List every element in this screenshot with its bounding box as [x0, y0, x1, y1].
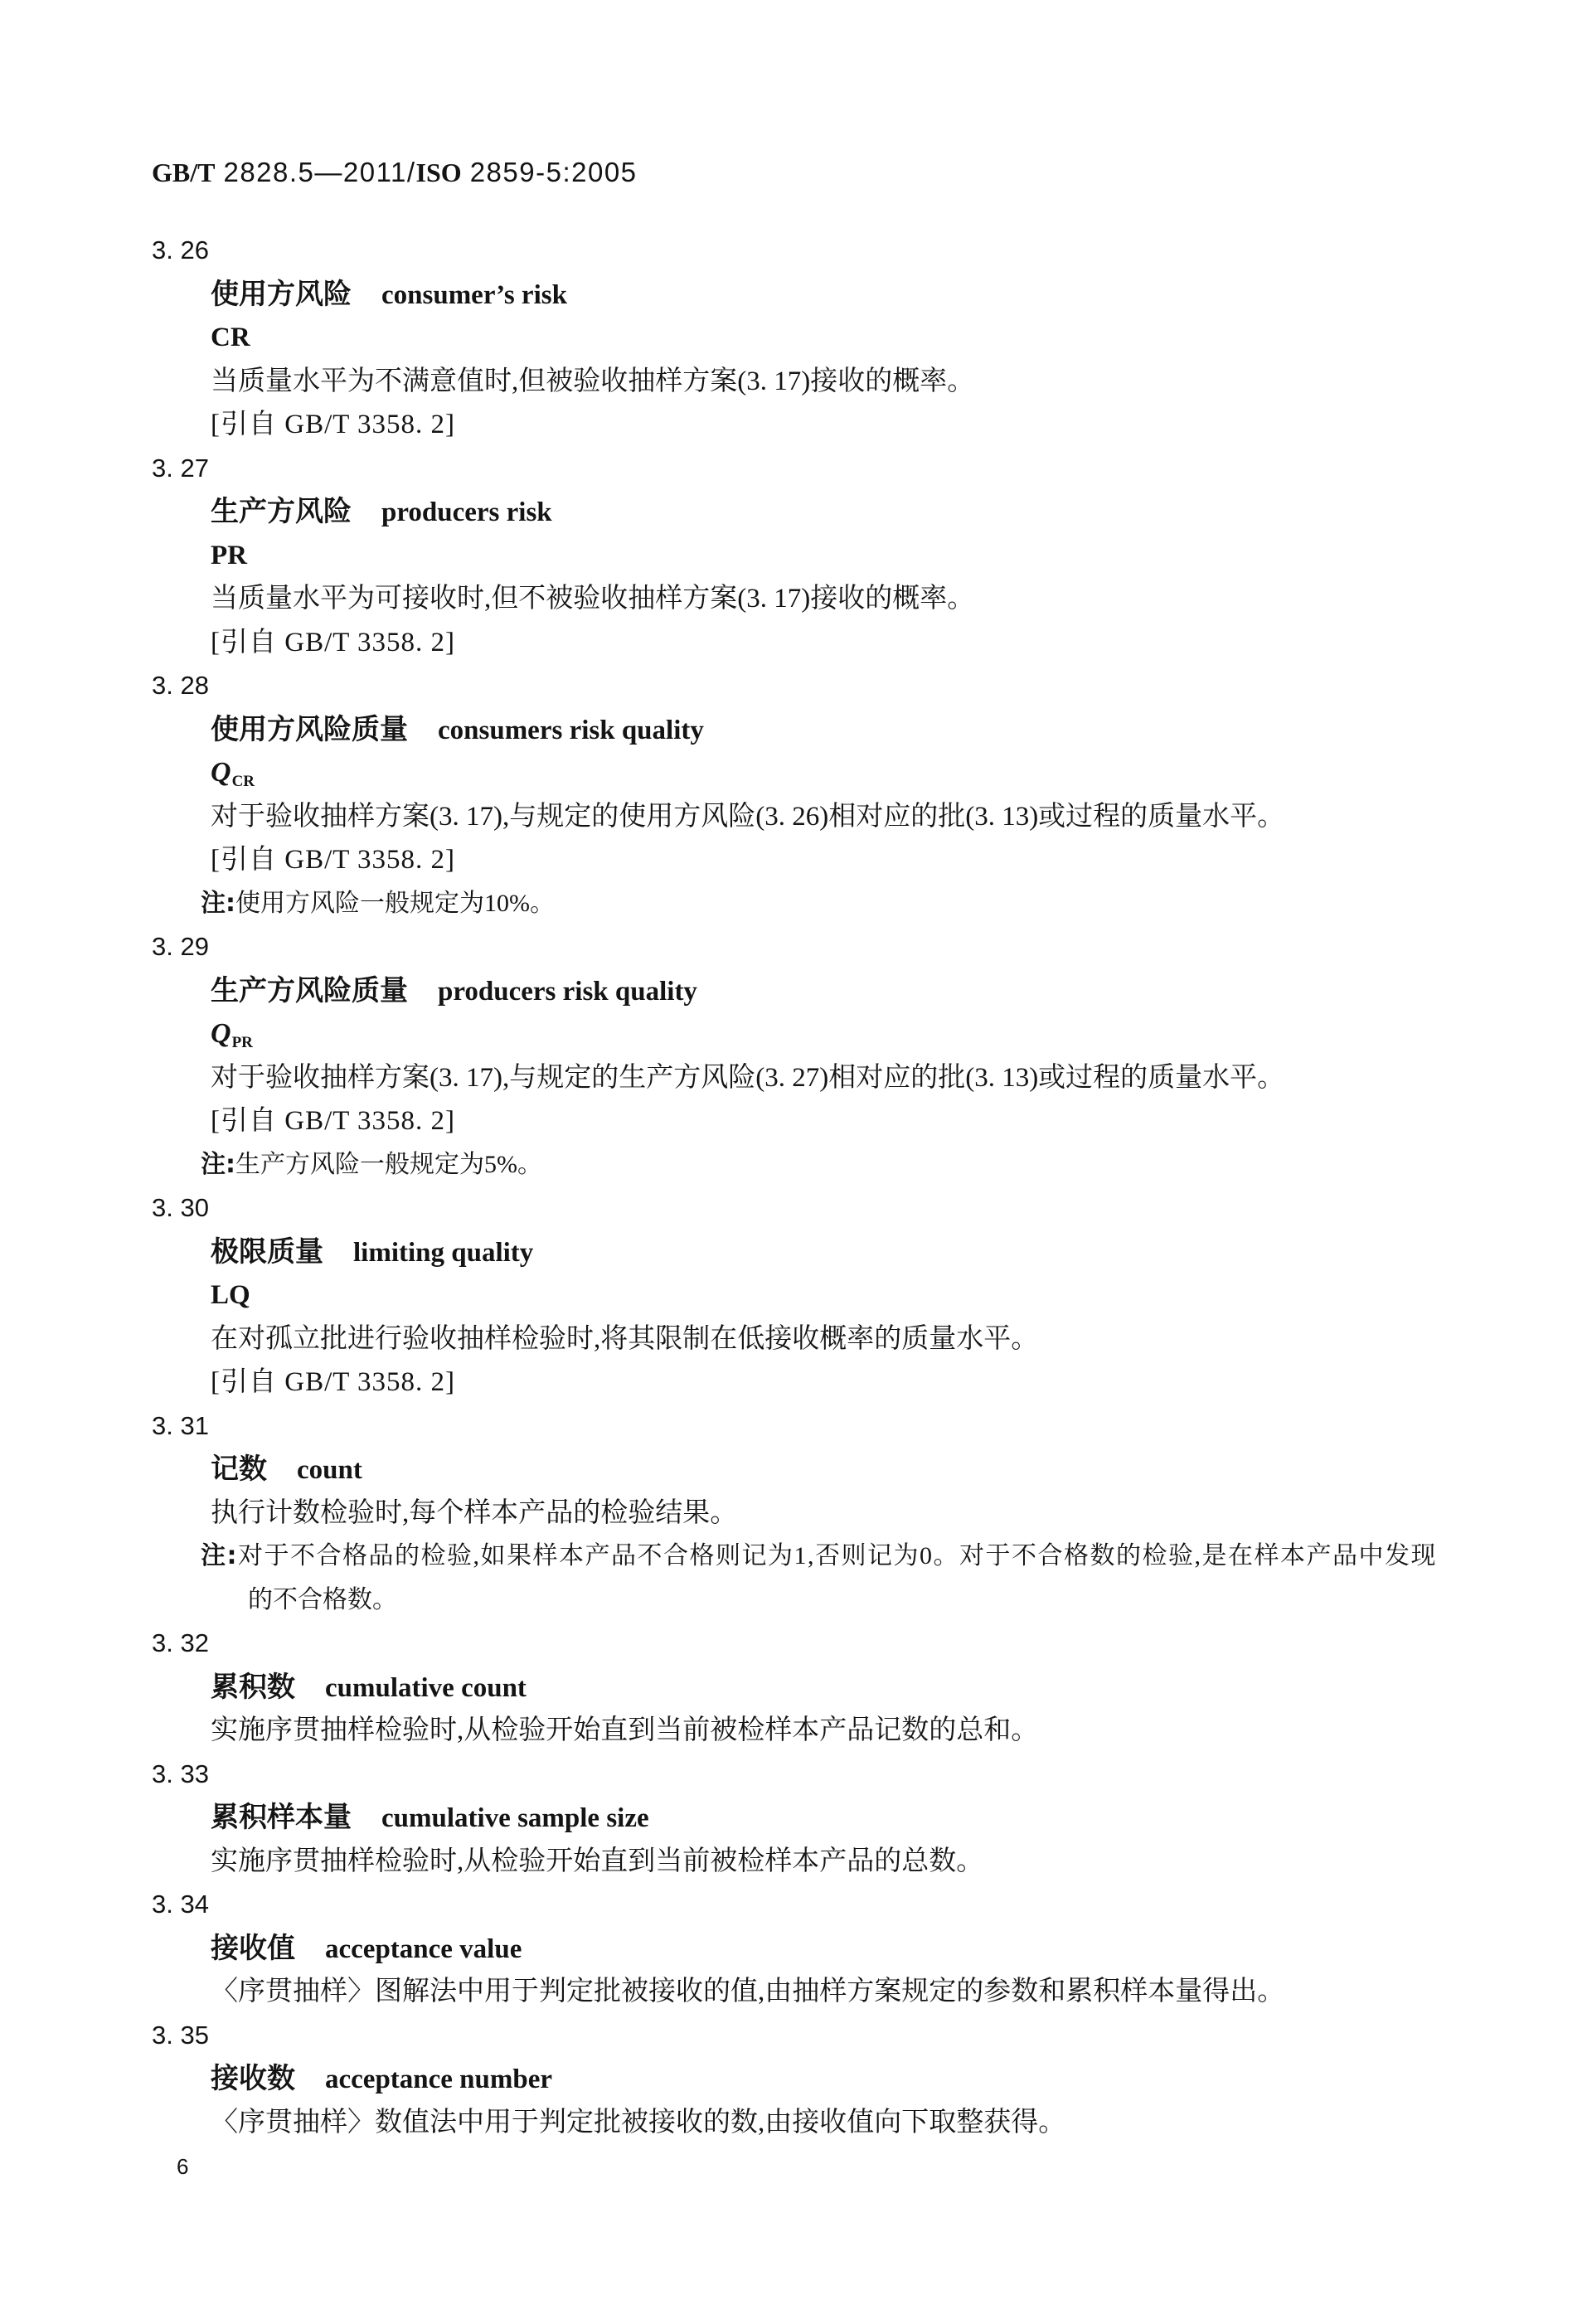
- term-entry-3-29: [0, 925, 1592, 1186]
- symbol-subscript: PR: [231, 1034, 253, 1051]
- definition: 当质量水平为不满意值时,但被验收抽样方案(3. 17)接收的概率。: [211, 366, 975, 396]
- note-text: 使用方风险一般规定为10%。: [235, 889, 555, 917]
- term-abbreviation: CR: [211, 323, 250, 352]
- source-reference: [引自 GB/T 3358. 2]: [211, 410, 456, 439]
- term-entry-3-34: [0, 1883, 1592, 2014]
- entry-number: 3. 28: [152, 671, 209, 700]
- entry-number: 3. 33: [152, 1759, 209, 1788]
- header-std-number: 2828.5—2011/: [223, 157, 416, 187]
- source-reference: [引自 GB/T 3358. 2]: [211, 627, 456, 657]
- source-reference: [引自 GB/T 3358. 2]: [211, 845, 456, 875]
- note-label: 注:: [201, 888, 235, 918]
- note-text: 对于不合格品的检验,如果样本产品不合格则记为1,否则记为0。对于不合格数的检验,是在样本产品中发现: [238, 1542, 1437, 1570]
- entry-number: 3. 31: [152, 1410, 209, 1440]
- term-entry-3-27: [0, 447, 1592, 665]
- term-zh: 累积数: [211, 1670, 295, 1704]
- definition: 执行计数检验时,每个样本产品的检验结果。: [211, 1497, 738, 1528]
- entry-number: 3. 27: [152, 453, 209, 483]
- term-line: [0, 1448, 1592, 1492]
- term-en: cumulative sample size: [381, 1803, 649, 1833]
- term-line: [0, 490, 1592, 534]
- term-entry-3-35: [0, 2014, 1592, 2145]
- terms-list: [0, 229, 1592, 2144]
- term-entry-3-33: [0, 1753, 1592, 1884]
- term-abbreviation: PR: [211, 540, 247, 570]
- term-line: [0, 1230, 1592, 1274]
- definition: 实施序贯抽样检验时,从检验开始直到当前被检样本产品的总数。: [211, 1846, 984, 1876]
- note: [0, 882, 1592, 926]
- definition: 当质量水平为可接收时,但不被验收抽样方案(3. 17)接收的概率。: [211, 584, 975, 614]
- source-reference: [引自 GB/T 3358. 2]: [211, 1367, 456, 1397]
- term-en: acceptance number: [325, 2064, 553, 2094]
- definition: 实施序贯抽样检验时,从检验开始直到当前被检样本产品记数的总和。: [211, 1715, 1039, 1745]
- term-zh: 生产方风险质量: [211, 973, 408, 1007]
- term-symbol: [0, 1012, 1592, 1056]
- definition: 对于验收抽样方案(3. 17),与规定的使用方风险(3. 26)相对应的批(3. 13)或过程的质量水平。: [211, 801, 1285, 832]
- term-line: [0, 2057, 1592, 2101]
- note-label: 注:: [201, 1541, 238, 1570]
- entry-number: 3. 32: [152, 1628, 209, 1657]
- term-entry-3-26: [0, 229, 1592, 447]
- header-std-prefix: GB/T: [152, 158, 216, 187]
- symbol-base: Q: [211, 1018, 231, 1049]
- note: [0, 1143, 1592, 1187]
- term-zh: 极限质量: [211, 1235, 323, 1269]
- term-zh: 接收数: [211, 2062, 295, 2095]
- note: [0, 1535, 1592, 1579]
- term-entry-3-31: [0, 1405, 1592, 1623]
- header-iso-prefix: ISO: [415, 158, 462, 187]
- term-en: limiting quality: [353, 1237, 534, 1268]
- note-text: 生产方风险一般规定为5%。: [235, 1150, 542, 1178]
- term-entry-3-30: [0, 1186, 1592, 1405]
- page-header: [152, 151, 638, 194]
- term-symbol: [0, 751, 1592, 795]
- entry-number: 3. 29: [152, 932, 209, 961]
- term-zh: 累积样本量: [211, 1801, 352, 1834]
- symbol-base: Q: [211, 757, 231, 788]
- definition: 〈序贯抽样〉图解法中用于判定批被接收的值,由抽样方案规定的参数和累积样本量得出。: [211, 1977, 1285, 2006]
- term-en: cumulative count: [325, 1672, 527, 1703]
- term-line: [0, 708, 1592, 752]
- definition: 对于验收抽样方案(3. 17),与规定的生产方风险(3. 27)相对应的批(3. 13)或过程的质量水平。: [211, 1062, 1285, 1093]
- entry-number: 3. 34: [152, 1890, 209, 1919]
- note-label: 注:: [201, 1149, 235, 1179]
- term-en: producers risk quality: [438, 976, 697, 1007]
- term-en: producers risk: [381, 497, 552, 527]
- term-zh: 使用方风险质量: [211, 712, 408, 746]
- definition: 〈序贯抽样〉数值法中用于判定批被接收的数,由接收值向下取整获得。: [211, 2107, 1066, 2137]
- term-en: consumer’s risk: [381, 279, 567, 310]
- note-text-continuation: 的不合格数。: [248, 1585, 397, 1613]
- term-en: acceptance value: [325, 1933, 522, 1964]
- page-number: 6: [177, 2154, 189, 2179]
- source-reference: [引自 GB/T 3358. 2]: [211, 1106, 456, 1136]
- symbol-subscript: CR: [231, 773, 255, 790]
- term-zh: 生产方风险: [211, 495, 352, 528]
- entry-number: 3. 35: [152, 2020, 209, 2050]
- entry-number: 3. 26: [152, 235, 209, 264]
- term-entry-3-28: [0, 664, 1592, 925]
- definition: 在对孤立批进行验收抽样检验时,将其限制在低接收概率的质量水平。: [211, 1323, 1039, 1354]
- term-zh: 记数: [211, 1453, 267, 1486]
- term-abbreviation: LQ: [211, 1280, 250, 1310]
- term-entry-3-32: [0, 1622, 1592, 1753]
- entry-number: 3. 30: [152, 1193, 209, 1222]
- term-line: [0, 1666, 1592, 1710]
- term-en: consumers risk quality: [438, 715, 704, 745]
- term-zh: 使用方风险: [211, 277, 352, 311]
- term-line: [0, 1796, 1592, 1840]
- term-line: [0, 1927, 1592, 1971]
- term-zh: 接收值: [211, 1931, 295, 1965]
- term-line: [0, 969, 1592, 1013]
- header-iso-number: 2859-5:2005: [469, 157, 638, 187]
- term-en: count: [297, 1455, 362, 1485]
- term-line: [0, 273, 1592, 317]
